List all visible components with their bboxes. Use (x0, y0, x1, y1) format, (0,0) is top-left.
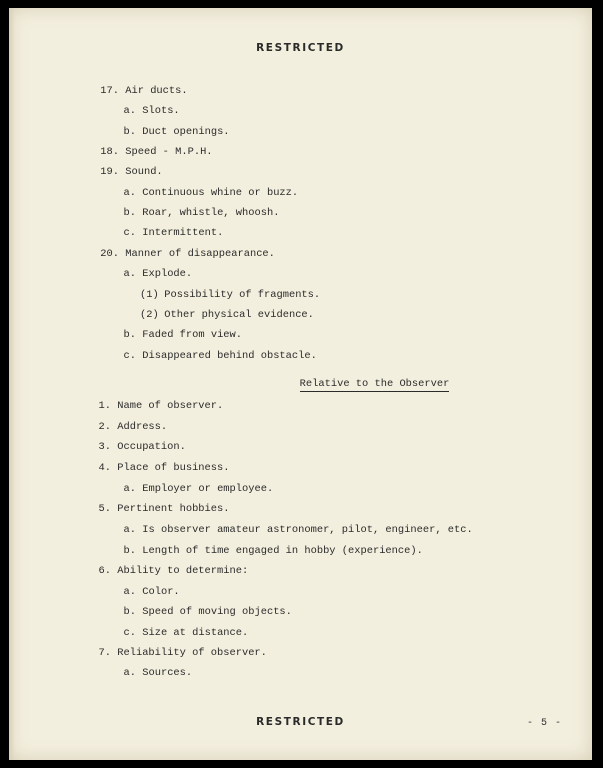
item-marker: 19. (100, 166, 119, 178)
item-label: Speed of moving objects. (142, 606, 292, 618)
item-label: Slots. (142, 105, 180, 117)
item-label: Air ducts. (125, 85, 188, 97)
item-label: Intermittent. (142, 227, 224, 239)
item-label: Is observer amateur astronomer, pilot, engineer, etc. (142, 524, 473, 536)
item-marker: 5. (98, 503, 111, 515)
list-item (140, 289, 320, 301)
list-item (97, 565, 248, 577)
item-marker: b. (123, 207, 136, 219)
list-item (97, 146, 213, 158)
list-item (122, 329, 242, 341)
page-number: - 5 - (526, 718, 562, 729)
item-label: Explode. (142, 268, 193, 280)
item-marker: 1. (98, 400, 111, 412)
list-item (122, 606, 292, 618)
item-marker: c. (123, 627, 136, 639)
list-item (122, 268, 192, 280)
item-label: Speed - M.P.H. (125, 146, 213, 158)
item-marker: a. (123, 586, 136, 598)
item-marker: (2) (140, 309, 159, 321)
item-marker: a. (123, 187, 136, 199)
item-label: Length of time engaged in hobby (experience). (142, 545, 423, 557)
list-item (122, 545, 423, 557)
list-item (122, 667, 192, 679)
list-item (122, 483, 273, 495)
item-marker: b. (123, 606, 136, 618)
list-item (122, 105, 180, 117)
item-marker: b. (123, 329, 136, 341)
item-label: Sources. (142, 667, 193, 679)
item-label: Color. (142, 586, 180, 598)
list-item (122, 627, 248, 639)
list-item (140, 309, 314, 321)
section-heading: Relative to the Observer (299, 378, 450, 390)
item-label: Address. (117, 421, 168, 433)
item-label: Duct openings. (142, 126, 230, 138)
list-item (97, 421, 167, 433)
item-marker: c. (123, 227, 136, 239)
item-label: Place of business. (117, 462, 230, 474)
item-label: Ability to determine: (117, 565, 249, 577)
item-marker: 6. (98, 565, 111, 577)
list-item (122, 350, 317, 362)
item-label: Continuous whine or buzz. (142, 187, 299, 199)
list-item (97, 441, 186, 453)
classification-header: RESTRICTED (256, 42, 345, 54)
item-label: Manner of disappearance. (125, 248, 275, 260)
item-marker: 20. (100, 248, 119, 260)
item-label: Name of observer. (117, 400, 224, 412)
list-item (122, 207, 279, 219)
item-label: Occupation. (117, 441, 186, 453)
item-marker: 4. (98, 462, 111, 474)
item-marker: c. (123, 350, 136, 362)
item-label: Size at distance. (142, 627, 249, 639)
list-item (97, 503, 230, 515)
item-label: Other physical evidence. (164, 309, 314, 321)
list-item (97, 85, 188, 97)
item-marker: b. (123, 545, 136, 557)
document-page (9, 8, 592, 760)
item-marker: 7. (98, 647, 111, 659)
item-marker: a. (123, 483, 136, 495)
list-item (122, 227, 223, 239)
item-marker: a. (123, 667, 136, 679)
item-label: Sound. (125, 166, 163, 178)
list-item (122, 586, 180, 598)
list-item (122, 126, 230, 138)
list-item (97, 400, 223, 412)
item-label: Employer or employee. (142, 483, 274, 495)
item-marker: 17. (100, 85, 119, 97)
item-marker: 2. (98, 421, 111, 433)
item-label: Faded from view. (142, 329, 243, 341)
item-marker: (1) (140, 289, 159, 301)
list-item (97, 462, 230, 474)
list-item (97, 166, 163, 178)
list-item (97, 248, 275, 260)
list-item (122, 187, 298, 199)
item-label: Roar, whistle, whoosh. (142, 207, 280, 219)
item-label: Disappeared behind obstacle. (142, 350, 317, 362)
item-label: Reliability of observer. (117, 647, 267, 659)
item-marker: b. (123, 126, 136, 138)
item-marker: a. (123, 268, 136, 280)
item-label: Pertinent hobbies. (117, 503, 230, 515)
item-label: Possibility of fragments. (164, 289, 321, 301)
item-marker: 18. (100, 146, 119, 158)
item-marker: 3. (98, 441, 111, 453)
item-marker: a. (123, 524, 136, 536)
list-item (97, 647, 267, 659)
list-item (122, 524, 473, 536)
classification-footer: RESTRICTED (256, 716, 345, 728)
item-marker: a. (123, 105, 136, 117)
